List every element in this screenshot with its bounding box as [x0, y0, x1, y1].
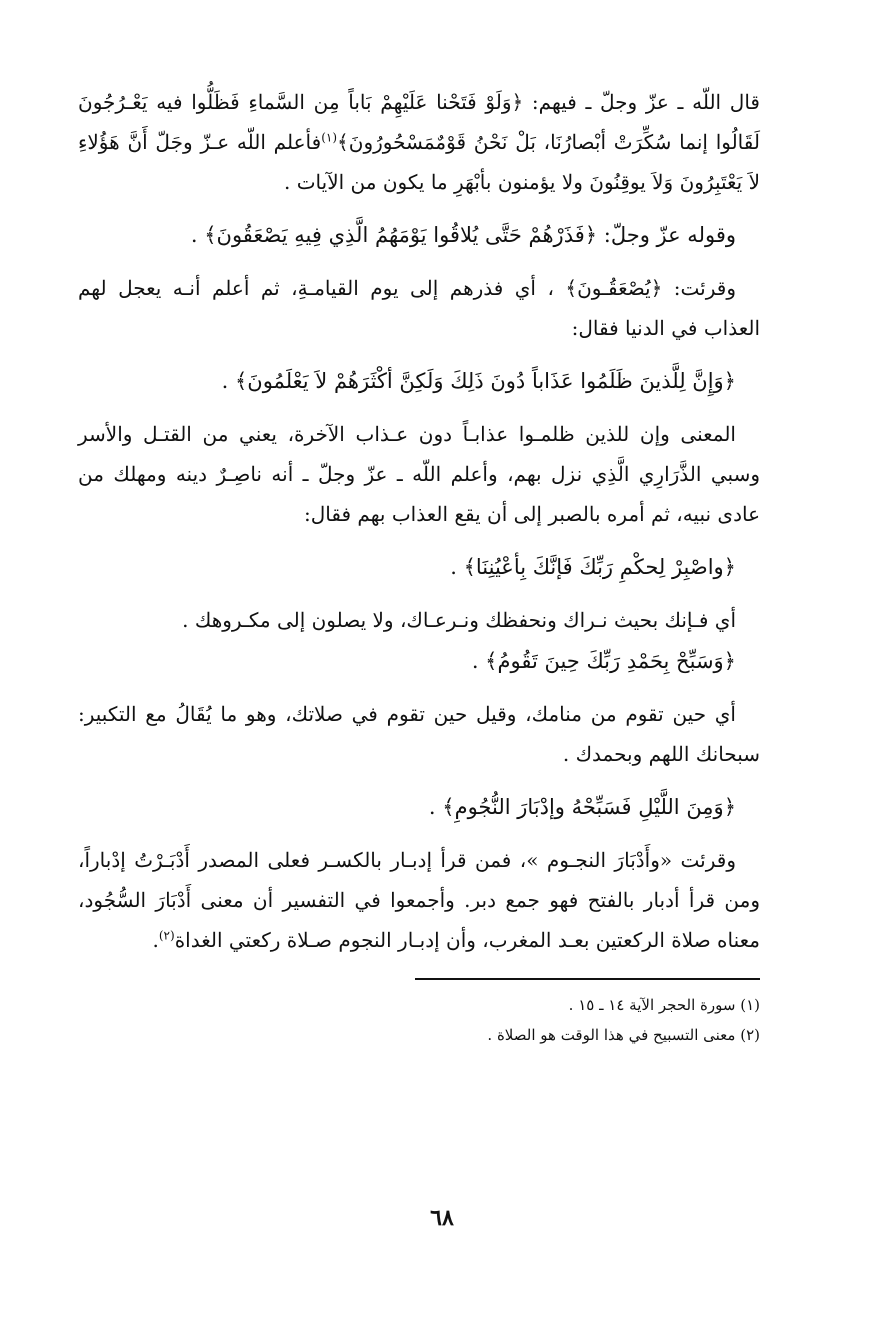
verse-wasbir: ﴿واصْبِرْ لِحكْمِ رَبِّكَ فَإنَّكَ بِأعْيُنِنَا﴾ . — [450, 555, 736, 579]
verse-wa-mina-al-layl: ﴿وَمِنَ اللَّيْلِ فَسَبِّحْهُ وإدْبَارَ النُّجُومِ﴾ . — [428, 795, 736, 819]
paragraph-bi-haythu: أي فـإنك بحيث نـراك ونحفظك ونـرعـاك، ولا يصلون إلى مكـروهك . — [182, 608, 736, 632]
paragraph-idbar-al-nujum — [78, 840, 760, 960]
verse-wa-sabbih: ﴿وَسَبِّحْ بِحَمْدِ رَبِّكَ حِينَ تَقُومُ﴾ . — [471, 649, 736, 673]
paragraph-text: . — [152, 928, 159, 952]
paragraph-hina-taqum: أي حين تقوم من منامك، وقيل حين تقوم في صلاتك، وهو ما يُقَالُ مع التكبير: سبحانك اللهم وبحمدك . — [78, 702, 760, 766]
paragraph-text: قال اللّه ـ عزّ وجلّ ـ فيهم: ﴿وَلَوْ فَتَحْنا عَلَيْهِمْ بَاباً مِن السَّماءِ فَظَلُّوا فيه يَعْـرُجُونَ لَقَالُوا إنما سُكِّرَتْ أبْصارُنَا، بَلْ نَحْنُ قَوْمٌمَسْحُورُونَ﴾ — [78, 90, 760, 154]
paragraph-verse-intro — [78, 82, 760, 202]
footnote-1: (١) سورة الحجر الآية ١٤ ـ ١٥ . — [568, 996, 760, 1014]
page-number: ٦٨ — [430, 1205, 454, 1231]
footnote-ref-2: (٢) — [158, 928, 175, 943]
paragraph-meaning: المعنى وإن للذين ظلمـوا عذابـاً دون عـذاب الآخرة، يعني من القتـل والأسر وسبي الذَّرَارِي الَّذِي نزل بهم، وأعلم اللّه ـ عزّ وجلّ ـ أنه ناصِـرٌ دينه ومهلك من عادى نبيه، ثم أمره بالصبر إلى أن يقع العذاب بهم فقال: — [78, 422, 760, 526]
verse-wa-inna-lilladhina: ﴿وَإِنَّ لِلَّذينَ ظَلَمُوا عَذَاباً دُونَ ذَلِكَ وَلَكِنَّ أكْثَرَهُمْ لاَ يَعْلَمُونَ﴾ . — [221, 369, 736, 393]
paragraph-text: وقرئت «وأَدْبَارَ النجـوم »، فمن قرأ إدبـار بالكسـر فعلى المصدر أَدْبَـرْتُ إدْباراً، ومن قرأ أدبار بالفتح فهو جمع دبر. وأجمعوا في التفسير أن معنى أَدْبَارَ السُّجُود، معناه صلاة الركعتين بعـد المغرب، وأن إدبـار النجوم صـلاة ركعتي الغداة — [78, 848, 760, 952]
footnote-2: (٢) معنى التسبيح في هذا الوقت هو الصلاة . — [487, 1026, 760, 1044]
footnote-divider — [415, 978, 760, 980]
verse-fa-dharhum: وقوله عزّ وجلّ: ﴿فَذَرْهُمْ حَتَّى يُلاقُوا يَوْمَهُمُ الَّذِي فِيهِ يَصْعَقُونَ﴾ . — [190, 223, 736, 247]
paragraph-yusaqun: وقرئت: ﴿يُصْعَقُـونَ﴾ ، أي فذرهم إلى يوم القيامـةِ، ثم أعلم أنـه يعجل لهم العذاب في الدنيا فقال: — [78, 276, 760, 340]
paragraph-text: فأعلم اللّه عـزّ وجَلّ أَنَّ هَؤُلاءِ لاَ يَعْتَبِرُونَ وَلاَ يوقِنُونَ ولا يؤمنون بأبْهَرِ ما يكون من الآيات . — [78, 130, 760, 194]
footnote-ref-1: (١) — [321, 130, 338, 145]
